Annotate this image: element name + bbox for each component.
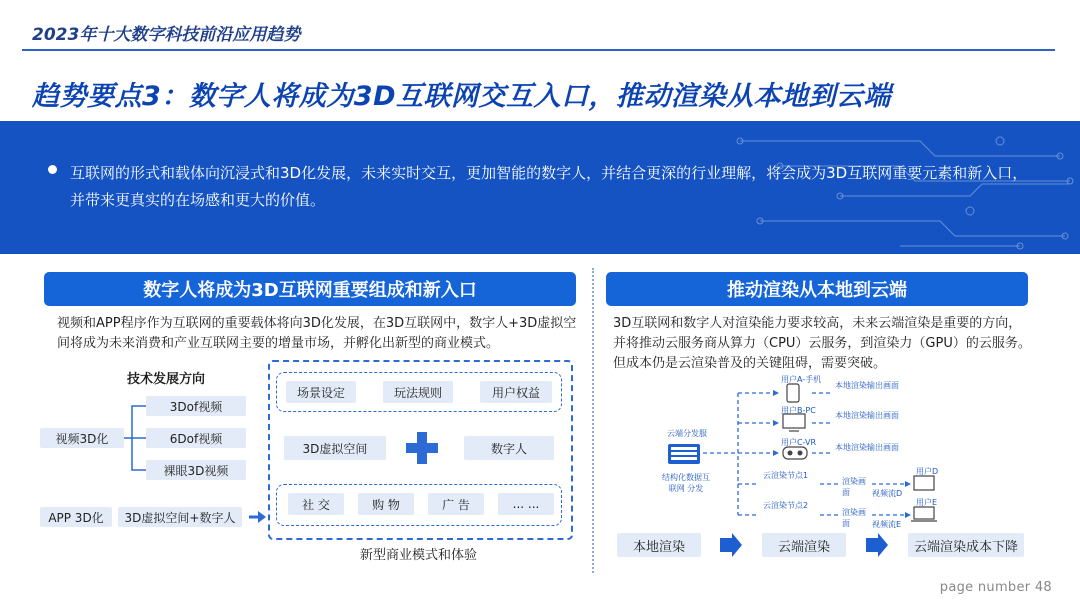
cloud-distribution-label: 云端分发服	[667, 429, 707, 438]
page-number: page number 48	[939, 580, 1052, 595]
render-node-2: 云渲染节点2	[763, 501, 809, 510]
device-label-a: 用户A-手机	[781, 375, 822, 384]
tech-item-3dof: 3Dof视频	[146, 396, 246, 416]
user-rights-box: 用户权益	[480, 381, 552, 403]
right-paragraph: 3D互联网和数字人对渲染能力要求较高，未来云端渲染是重要的方向，并将推动云服务商从算力（CPU）云服务，到渲染力（GPU）的云服务。但成本仍是云渲染普及的关键阻碍，需要突破。	[613, 316, 1031, 371]
video-3d-box: 视频3D化	[40, 428, 124, 448]
gameplay-rules-box: 玩法规则	[383, 381, 453, 403]
tech-item-6dof: 6Dof视频	[146, 428, 246, 448]
shopping-box: 购 物	[358, 493, 414, 515]
page-title: 趋势要点3：数字人将成为3D互联网交互入口，推动渲染从本地到云端	[32, 81, 891, 112]
flow-cloud-render: 云端渲染	[762, 533, 846, 557]
output-label-c: 本地渲染输出画面	[835, 443, 899, 452]
server-icon	[668, 444, 700, 464]
flow-local-render: 本地渲染	[617, 533, 701, 557]
left-section-heading: 数字人将成为3D互联网重要组成和新入口	[44, 272, 576, 306]
device-label-b: 用户B-PC	[781, 406, 816, 415]
advertising-box: 广 告	[428, 493, 484, 515]
left-paragraph: 视频和APP程序作为互联网的重要载体将向3D化发展，在3D互联网中，数字人+3D虚拟空间将成为未来消费和产业互联网主要的增量市场，并孵化出新型的商业模式。	[57, 316, 577, 351]
vr-headset-icon	[783, 447, 807, 459]
header-title: 2023年十大数字科技前沿应用趋势	[32, 25, 301, 45]
app-3d-box: APP 3D化	[40, 507, 112, 527]
flow-arrow-2-icon	[866, 533, 888, 557]
digital-human-box: 数字人	[464, 436, 554, 460]
laptop-icon	[914, 507, 934, 519]
more-box: ... ...	[498, 493, 554, 515]
app-target-box: 3D虚拟空间+数字人	[118, 507, 242, 527]
tablet-icon	[914, 476, 934, 490]
output-label-b: 本地渲染输出画面	[835, 411, 899, 420]
right-section-heading: 推动渲染从本地到云端	[606, 272, 1028, 306]
video-stream-e: 视频流E	[872, 520, 902, 529]
scene-setting-box: 场景设定	[286, 381, 356, 403]
user-e-label: 用户E	[916, 498, 938, 507]
tech-direction-label: 技术发展方向	[127, 372, 206, 387]
phone-icon	[787, 384, 799, 402]
render-node-1: 云渲染节点1	[763, 471, 809, 480]
virtual-space-box: 3D虚拟空间	[284, 436, 386, 460]
render-stream-1: 渲染画面	[842, 477, 866, 497]
business-model-caption: 新型商业模式和体验	[360, 548, 478, 563]
user-d-label: 用户D	[916, 467, 939, 476]
pc-icon	[783, 414, 805, 428]
video-stream-d: 视频流D	[872, 489, 903, 498]
social-box: 社 交	[288, 493, 344, 515]
device-label-c: 用户C-VR	[781, 438, 817, 447]
server-label: 结构化数据互联网 分发	[662, 473, 710, 493]
tech-item-naked-eye: 裸眼3D视频	[146, 460, 246, 480]
render-stream-2: 渲染画面	[842, 508, 866, 528]
flow-cost-decline: 云端渲染成本下降	[908, 533, 1024, 557]
output-label-a: 本地渲染输出画面	[835, 381, 899, 390]
flow-arrow-1-icon	[720, 533, 742, 557]
banner-text: 互联网的形式和载体向沉浸式和3D化发展，未来实时交互，更加智能的数字人，并结合更深的行业理解，将会成为3D互联网重要元素和新入口，并带来更真实的在场感和更大的价值。	[70, 164, 1028, 209]
